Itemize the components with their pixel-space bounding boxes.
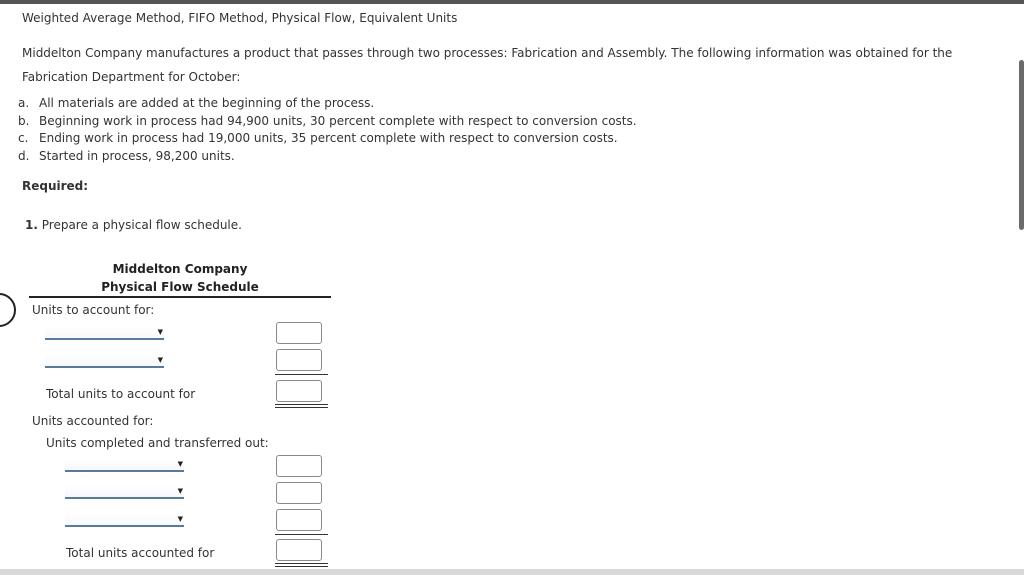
accounted-dropdown-3[interactable]: [65, 513, 184, 527]
fact-item-b: [18, 114, 637, 128]
progress-circle-icon: [0, 293, 16, 327]
to-account-dropdown-2[interactable]: [45, 354, 164, 368]
fact-item-c: [18, 131, 618, 145]
accounted-amount-3[interactable]: [276, 509, 322, 531]
units-to-account-label: Units to account for:: [32, 303, 155, 317]
question-text: Prepare a physical flow schedule.: [41, 218, 242, 232]
fact-text: Ending work in process had 19,000 units, 35 percent complete with respect to conversion costs.: [39, 131, 618, 145]
fact-letter: c.: [18, 131, 29, 145]
to-account-amount-1[interactable]: [276, 322, 322, 344]
accounted-amount-2[interactable]: [276, 482, 322, 504]
fact-item-d: [18, 149, 235, 163]
chevron-down-icon: ▼: [157, 328, 163, 336]
accounted-dropdown-1[interactable]: [65, 458, 184, 472]
total-to-account-label: Total units to account for: [46, 387, 196, 401]
schedule-title: Physical Flow Schedule: [101, 280, 259, 294]
fact-letter: b.: [18, 114, 30, 128]
top-border: [0, 0, 1024, 4]
total-double-rule-2: [275, 407, 328, 408]
subtotal-rule: [275, 374, 328, 375]
schedule-company: Middelton Company: [112, 262, 248, 276]
horizontal-scrollbar[interactable]: [0, 569, 1024, 575]
subtotal-rule-2: [275, 534, 328, 535]
accounted-amount-1[interactable]: [276, 455, 322, 477]
chevron-down-icon: ▼: [177, 460, 183, 468]
total-double-rule-1: [275, 404, 328, 405]
vertical-scrollbar[interactable]: [1019, 60, 1024, 230]
units-accounted-label: Units accounted for:: [32, 414, 154, 428]
total-accounted-double-rule-1: [275, 563, 328, 564]
fact-text: Beginning work in process had 94,900 units, 30 percent complete with respect to conversion costs.: [39, 114, 637, 128]
to-account-dropdown-1[interactable]: [45, 326, 164, 340]
chevron-down-icon: ▼: [157, 356, 163, 364]
fact-item-a: [18, 96, 374, 110]
to-account-amount-2[interactable]: [276, 349, 322, 371]
fact-text: All materials are added at the beginning of the process.: [39, 96, 375, 110]
fact-text: Started in process, 98,200 units.: [39, 149, 235, 163]
total-accounted-amount[interactable]: [276, 539, 322, 561]
total-to-account-amount[interactable]: [276, 380, 322, 402]
question-1: [25, 218, 242, 232]
completed-transferred-label: Units completed and transferred out:: [46, 436, 269, 450]
accounted-dropdown-2[interactable]: [65, 485, 184, 499]
page-title: Weighted Average Method, FIFO Method, Physical Flow, Equivalent Units: [22, 11, 458, 25]
problem-intro: Middelton Company manufactures a product that passes through two processes: Fabrication and Assembly. The following information was obtained for the Fabrication Department for October:: [22, 46, 953, 84]
schedule-header-rule: [29, 296, 331, 298]
total-accounted-label: Total units accounted for: [66, 546, 215, 560]
required-heading: Required:: [22, 179, 89, 193]
fact-letter: a.: [18, 96, 30, 110]
fact-letter: d.: [18, 149, 30, 163]
chevron-down-icon: ▼: [177, 515, 183, 523]
chevron-down-icon: ▼: [177, 487, 183, 495]
total-accounted-double-rule-2: [275, 566, 328, 567]
question-number: 1.: [25, 218, 38, 232]
